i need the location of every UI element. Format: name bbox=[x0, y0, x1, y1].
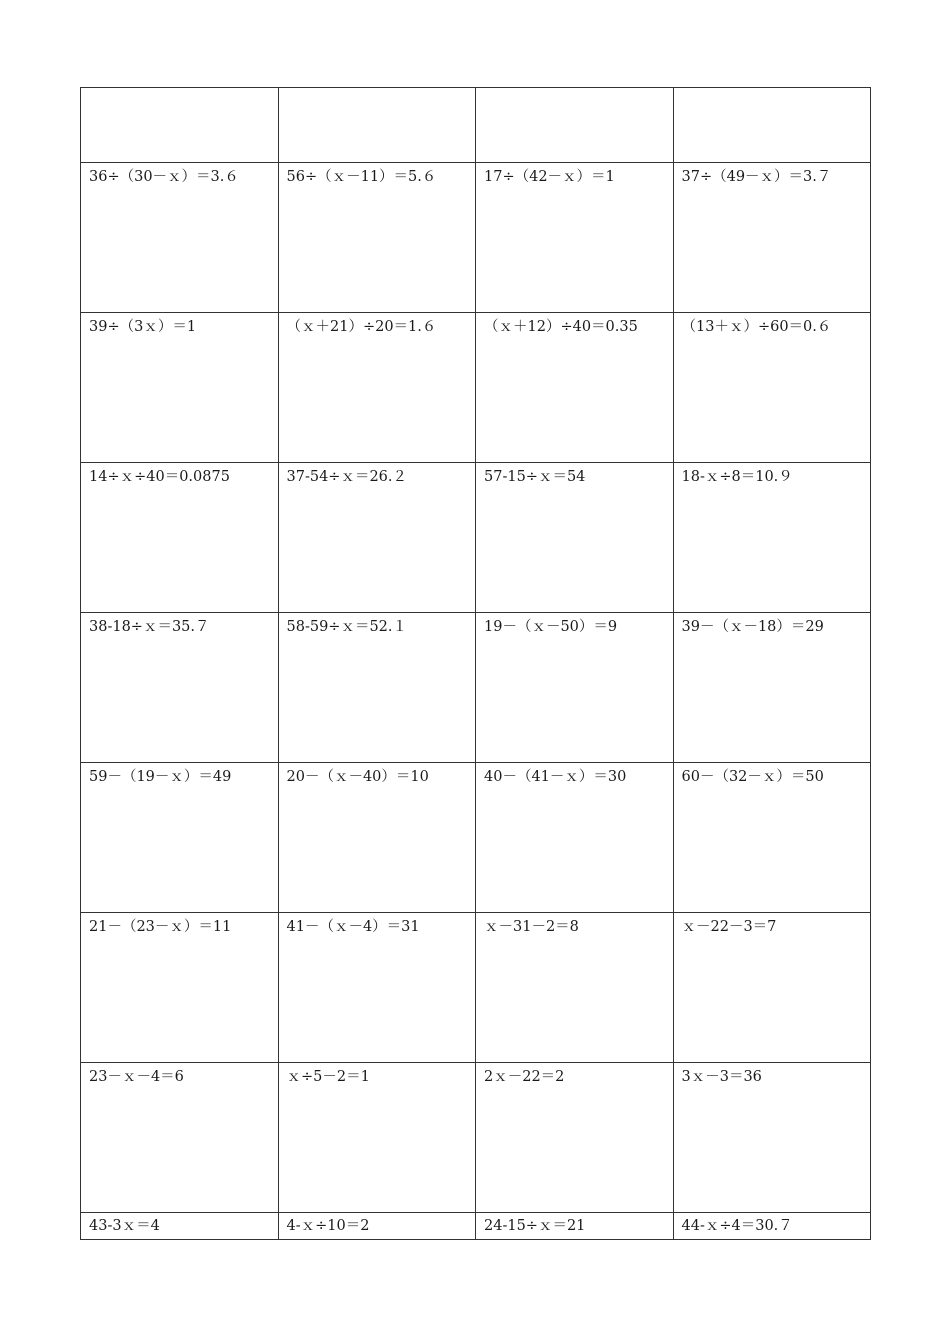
equation-cell: ｘ÷5－2＝1 bbox=[279, 1063, 477, 1213]
equation-cell: 37÷（49－ｘ）＝3.７ bbox=[674, 163, 871, 313]
equation-cell: 37-54÷ｘ＝26.２ bbox=[279, 463, 477, 613]
table-cell bbox=[476, 88, 674, 163]
equation-cell: 14÷ｘ÷40＝0.0875 bbox=[81, 463, 279, 613]
equation-cell: 41－（ｘ－4）＝31 bbox=[279, 913, 477, 1063]
equation-cell: 60－（32－ｘ）＝50 bbox=[674, 763, 871, 913]
equation-cell: 21－（23－ｘ）＝11 bbox=[81, 913, 279, 1063]
equation-cell: 39－（ｘ－18）＝29 bbox=[674, 613, 871, 763]
equation-cell: ｘ－31－2＝8 bbox=[476, 913, 674, 1063]
equation-cell: 40－（41－ｘ）＝30 bbox=[476, 763, 674, 913]
equation-cell: 59－（19－ｘ）＝49 bbox=[81, 763, 279, 913]
equation-cell: ｘ－22－3＝7 bbox=[674, 913, 871, 1063]
equation-cell: 56÷（ｘ－11）＝5.６ bbox=[279, 163, 477, 313]
equation-cell: （13＋ｘ）÷60＝0.６ bbox=[674, 313, 871, 463]
equation-cell: 43-3ｘ＝4 bbox=[81, 1213, 279, 1240]
table-cell bbox=[81, 88, 279, 163]
equation-cell: 17÷（42－ｘ）＝1 bbox=[476, 163, 674, 313]
equation-cell: 4-ｘ÷10＝2 bbox=[279, 1213, 477, 1240]
equation-cell: 39÷（3ｘ）＝1 bbox=[81, 313, 279, 463]
table-cell bbox=[674, 88, 871, 163]
equation-cell: 36÷（30－ｘ）＝3.６ bbox=[81, 163, 279, 313]
equation-worksheet-table bbox=[80, 87, 871, 1240]
equation-cell: 18-ｘ÷8＝10.９ bbox=[674, 463, 871, 613]
equation-cell: 57-15÷ｘ＝54 bbox=[476, 463, 674, 613]
equation-cell: 24-15÷ｘ＝21 bbox=[476, 1213, 674, 1240]
equation-cell: 3ｘ－3＝36 bbox=[674, 1063, 871, 1213]
equation-cell: （ｘ＋21）÷20＝1.６ bbox=[279, 313, 477, 463]
equation-cell: 38-18÷ｘ＝35.７ bbox=[81, 613, 279, 763]
equation-cell: 20－（ｘ－40）＝10 bbox=[279, 763, 477, 913]
equation-cell: 58-59÷ｘ＝52.１ bbox=[279, 613, 477, 763]
equation-cell: （ｘ＋12）÷40＝0.35 bbox=[476, 313, 674, 463]
table-cell bbox=[279, 88, 477, 163]
equation-cell: 44-ｘ÷4＝30.７ bbox=[681, 1218, 793, 1234]
equation-cell: 19－（ｘ－50）＝9 bbox=[476, 613, 674, 763]
equation-cell: 2ｘ－22＝2 bbox=[476, 1063, 674, 1213]
equation-cell: 23－ｘ－4＝6 bbox=[81, 1063, 279, 1213]
